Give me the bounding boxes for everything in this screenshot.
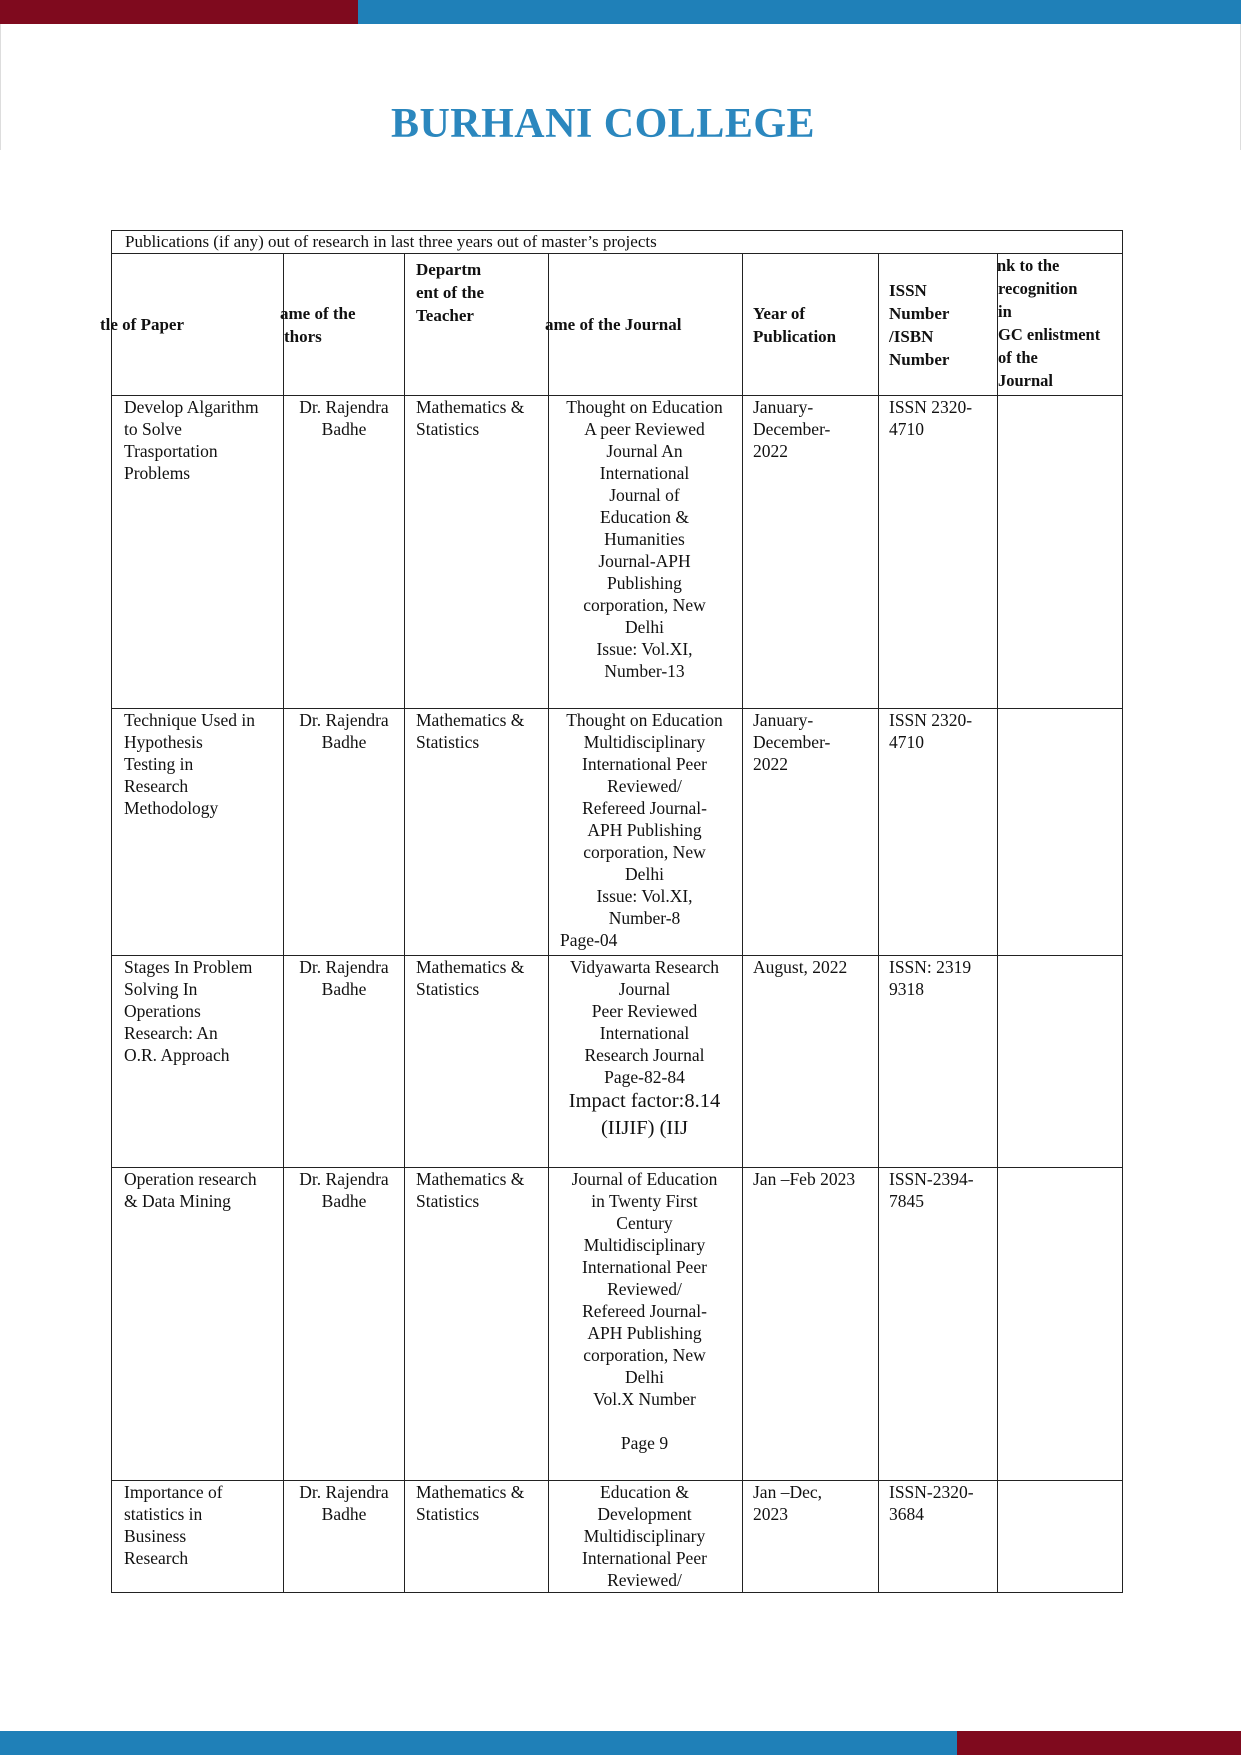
col-header-journal (545, 254, 743, 396)
col-header-department-label: Departm ent of the Teacher (416, 260, 484, 325)
col-header-year-label: Year of Publication (753, 303, 837, 346)
cell-department: Mathematics & Statistics (405, 1481, 549, 1593)
cell-title: Stages In Problem Solving In Operations Research: An O.R. Approach (112, 956, 284, 1168)
cell-year: January- December- 2022 (743, 396, 879, 709)
cell-journal: Journal of Education in Twenty First Century Multidisciplinary International Peer Reviewed/ Refereed Journal- APH Publishing corporation, New Delhi Vol.X Number Page 9 (549, 1168, 743, 1481)
footer-bar-blue (0, 1731, 957, 1755)
cell-authors: Dr. Rajendra Badhe (284, 396, 405, 709)
cell-authors: Dr. Rajendra Badhe (284, 709, 405, 956)
cell-year: Jan –Feb 2023 (743, 1168, 879, 1481)
col-header-link (998, 254, 1123, 396)
header-bar-red (0, 0, 358, 24)
cell-issn: ISSN: 2319 9318 (879, 956, 998, 1168)
cell-link (998, 1481, 1123, 1593)
cell-journal-text: Thought on Education Multidisciplinary International Peer Reviewed/ Refereed Journal- APH Publishing corporation, New Delhi Issue: Vol.XI, Number-8 (566, 710, 723, 928)
col-header-journal-label: ame of the Journal (545, 315, 682, 334)
col-header-year (743, 254, 879, 396)
col-header-issn (879, 254, 998, 396)
col-header-authors (280, 254, 405, 396)
publications-table (100, 230, 1123, 1593)
cell-issn: ISSN-2394- 7845 (879, 1168, 998, 1481)
cell-year: August, 2022 (743, 956, 879, 1168)
col-header-issn-label: ISSN Number /ISBN Number (889, 280, 950, 369)
cell-title: Operation research & Data Mining (112, 1168, 284, 1481)
cell-journal: Thought on Education A peer Reviewed Journal An International Journal of Education & Humanities Journal-APH Publishing corporation, New Delhi Issue: Vol.XI, Number-13 (549, 396, 743, 709)
cell-department: Mathematics & Statistics (405, 396, 549, 709)
cell-authors: Dr. Rajendra Badhe (284, 1481, 405, 1593)
cell-department: Mathematics & Statistics (405, 709, 549, 956)
table-caption-row (112, 231, 1123, 254)
cell-title: Importance of statistics in Business Research (112, 1481, 284, 1593)
table-header-row (112, 254, 1123, 396)
table-row (112, 1481, 1123, 1593)
table-row (112, 1168, 1123, 1481)
header-bar-blue (358, 0, 1241, 24)
footer-bar-red (957, 1731, 1241, 1755)
col-header-title (100, 254, 284, 396)
cell-link (998, 1168, 1123, 1481)
cell-link (998, 956, 1123, 1168)
table-caption: Publications (if any) out of research in last three years out of master’s projects (112, 231, 1123, 254)
cell-journal-page: Page-04 (560, 930, 618, 950)
cell-title: Technique Used in Hypothesis Testing in Research Methodology (112, 709, 284, 956)
cell-journal: Education & Development Multidisciplinary International Peer Reviewed/ (549, 1481, 743, 1593)
col-header-link-label: nk to the recognition in GC enlistment of the Journal (997, 256, 1101, 390)
cell-issn: ISSN 2320- 4710 (879, 396, 998, 709)
cell-authors: Dr. Rajendra Badhe (284, 1168, 405, 1481)
cell-link (998, 396, 1123, 709)
cell-department: Mathematics & Statistics (405, 956, 549, 1168)
table-row (112, 396, 1123, 709)
col-header-department (405, 254, 549, 396)
cell-year: January- December- 2022 (743, 709, 879, 956)
table-row (112, 709, 1123, 956)
cell-journal-impact: Impact factor:8.14 (IIJIF) (IIJ (568, 1090, 721, 1139)
col-header-authors-label: ame of the thors (280, 303, 356, 346)
cell-journal-text: Vidyawarta Research Journal Peer Reviewed International Research Journal Page-82-84 (569, 957, 720, 1087)
cell-title: Develop Algarithm to Solve Trasportation Problems (112, 396, 284, 709)
cell-journal (549, 956, 743, 1168)
col-header-title-label: tle of Paper (100, 315, 185, 334)
cell-journal (549, 709, 743, 956)
cell-link (998, 709, 1123, 956)
cell-issn: ISSN-2320- 3684 (879, 1481, 998, 1593)
cell-department: Mathematics & Statistics (405, 1168, 549, 1481)
cell-authors: Dr. Rajendra Badhe (284, 956, 405, 1168)
college-title: BURHANI COLLEGE (390, 101, 816, 147)
cell-issn: ISSN 2320- 4710 (879, 709, 998, 956)
cell-year: Jan –Dec, 2023 (743, 1481, 879, 1593)
table-row (112, 956, 1123, 1168)
